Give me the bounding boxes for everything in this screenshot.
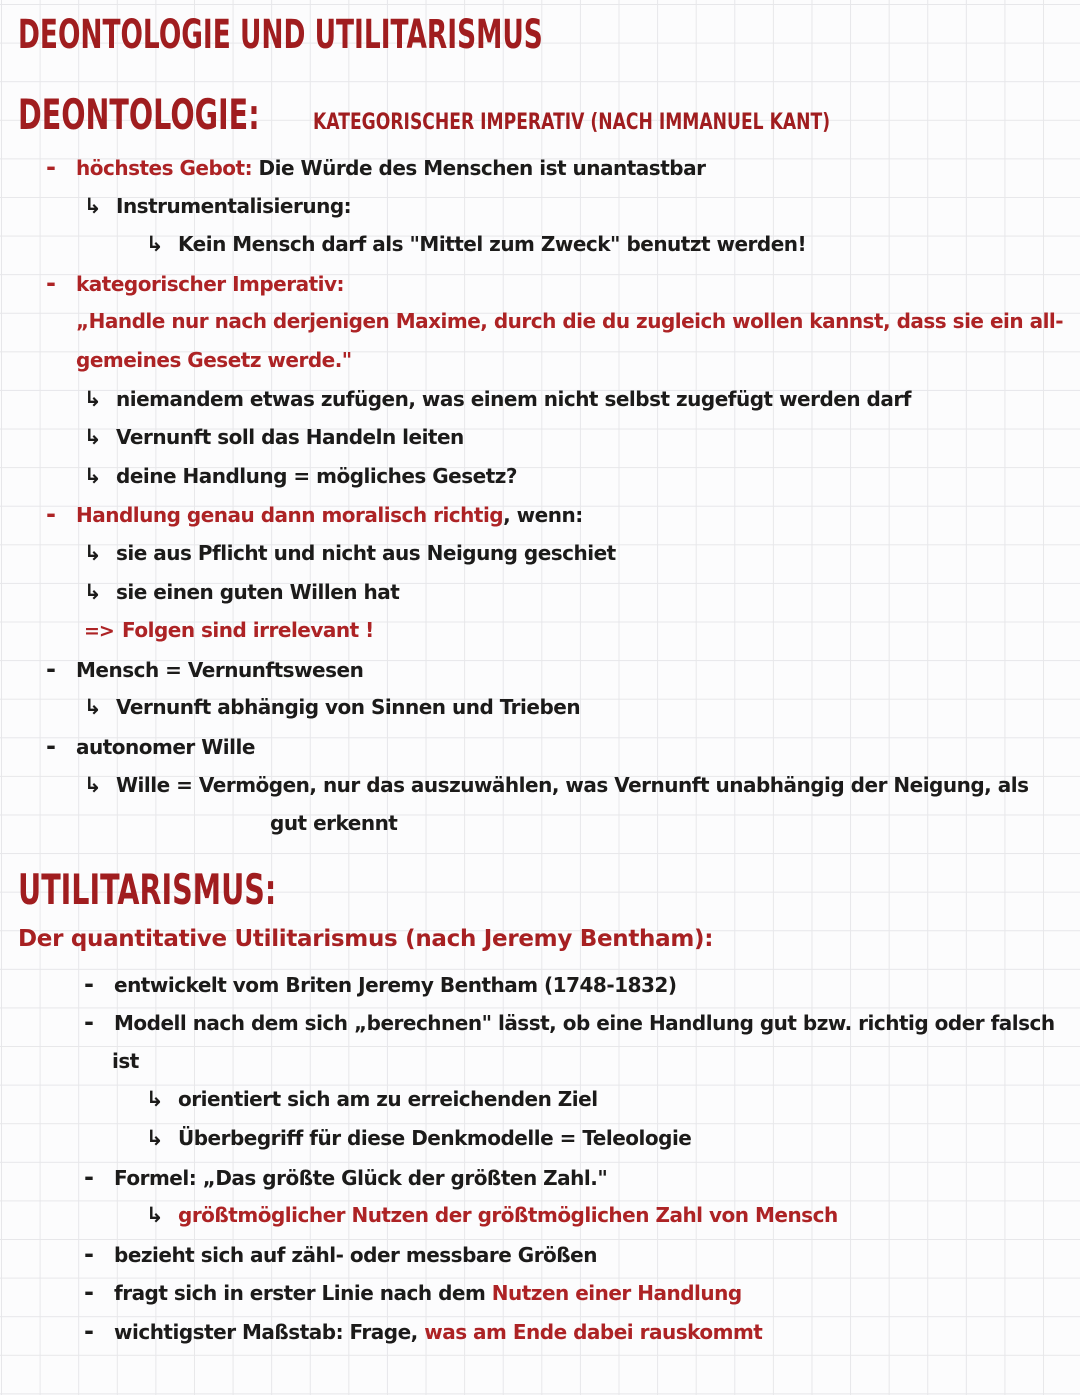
text-segment: Überbegriff für diese Denkmodelle = Teleologie bbox=[178, 1126, 692, 1151]
text-segment: orientiert sich am zu erreichenden Ziel bbox=[178, 1087, 598, 1112]
text-segment: Vernunft soll das Handeln leiten bbox=[116, 425, 464, 450]
bullet-dash: - bbox=[84, 1278, 94, 1307]
text-segment: entwickelt vom Briten Jeremy Bentham (1748-1832) bbox=[114, 972, 677, 997]
text-segment: Handlung genau dann moralisch richtig bbox=[76, 503, 504, 528]
note-line bbox=[18, 187, 1080, 226]
text-segment: Modell nach dem sich „berechnen" lässt, ob eine Handlung gut bzw. richtig oder falsch bbox=[114, 1011, 1055, 1036]
bullet-dash: - bbox=[84, 1162, 94, 1191]
section-subtitle: Der quantitative Utilitarismus (nach Jeremy Bentham): bbox=[18, 925, 714, 952]
text-segment: Nutzen einer Handlung bbox=[491, 1281, 742, 1306]
bullet-dash: - bbox=[46, 153, 56, 181]
text-segment: Wille = Vermögen, nur das auszuwählen, was Vernunft unabhängig der Neigung, als bbox=[116, 772, 1029, 797]
note-line bbox=[18, 1312, 1080, 1351]
text-segment: wichtigster Maßstab: Frage, bbox=[114, 1320, 425, 1345]
text-segment: kategorischer Imperativ: bbox=[76, 271, 345, 296]
bullet-dash: - bbox=[84, 1317, 94, 1346]
note-line bbox=[18, 1003, 1080, 1042]
note-line bbox=[18, 1196, 1080, 1235]
text-segment: Vernunft abhängig von Sinnen und Trieben bbox=[116, 695, 581, 720]
note-line bbox=[18, 418, 1080, 457]
note-line bbox=[18, 534, 1080, 573]
note-line bbox=[18, 650, 1080, 689]
implies-arrow-icon: => bbox=[84, 620, 114, 643]
note-line bbox=[18, 148, 1080, 187]
text-segment: Formel: „Das größte Glück der größten Zahl." bbox=[114, 1165, 608, 1190]
note-line bbox=[18, 1235, 1080, 1274]
arrow-icon: ↳ bbox=[146, 1203, 164, 1228]
bullet-dash: - bbox=[84, 1008, 94, 1037]
text-segment: größtmöglicher Nutzen der größtmöglichen Zahl von Mensch bbox=[178, 1203, 838, 1228]
arrow-icon: ↳ bbox=[84, 425, 102, 450]
arrow-icon: ↳ bbox=[84, 695, 102, 720]
note-line bbox=[18, 380, 1080, 419]
arrow-icon: ↳ bbox=[84, 386, 102, 411]
note-line bbox=[18, 1119, 1080, 1158]
text-segment: fragt sich in erster Linie nach dem bbox=[114, 1281, 492, 1306]
text-segment: deine Handlung = mögliches Gesetz? bbox=[116, 463, 518, 488]
text-segment: gemeines Gesetz werde." bbox=[76, 347, 352, 372]
arrow-icon: ↳ bbox=[146, 232, 164, 257]
section-title: UTILITARISMUS: bbox=[18, 864, 277, 914]
text-segment: Die Würde des Menschen ist unantastbar bbox=[258, 156, 706, 180]
text-segment: gut erkennt bbox=[270, 811, 398, 836]
note-line bbox=[18, 225, 1080, 264]
note-line bbox=[18, 573, 1080, 612]
bullet-dash: - bbox=[46, 731, 56, 760]
note-line bbox=[18, 611, 1080, 650]
arrow-icon: ↳ bbox=[84, 579, 102, 604]
text-segment: Mensch = Vernunftswesen bbox=[76, 657, 364, 682]
note-line bbox=[18, 688, 1080, 727]
page-title: DEONTOLOGIE UND UTILITARISMUS bbox=[18, 12, 543, 58]
bullet-dash: - bbox=[84, 969, 94, 998]
section-subtitle: KATEGORISCHER IMPERATIV (NACH IMMANUEL KANT) bbox=[313, 110, 831, 135]
note-line bbox=[18, 804, 1080, 843]
note-line bbox=[18, 341, 1080, 380]
note-line bbox=[18, 965, 1080, 1004]
note-line bbox=[18, 457, 1080, 496]
bullet-dash: - bbox=[46, 500, 56, 529]
note-line bbox=[18, 727, 1080, 766]
section-title: DEONTOLOGIE: bbox=[18, 90, 260, 139]
bullet-dash: - bbox=[84, 1239, 94, 1268]
text-segment: sie einen guten Willen hat bbox=[116, 579, 400, 604]
note-line bbox=[18, 1158, 1080, 1197]
arrow-icon: ↳ bbox=[146, 1126, 164, 1151]
text-segment: niemandem etwas zufügen, was einem nicht selbst zugefügt werden darf bbox=[116, 386, 911, 411]
text-segment: bezieht sich auf zähl- oder messbare Größen bbox=[114, 1242, 597, 1267]
bullet-dash: - bbox=[46, 268, 56, 297]
text-segment: „Handle nur nach derjenigen Maxime, durch die du zugleich wollen kannst, dass sie ein all- bbox=[76, 309, 1064, 334]
note-line bbox=[18, 766, 1080, 805]
note-line bbox=[18, 264, 1080, 303]
note-line bbox=[18, 1042, 1080, 1081]
note-line bbox=[18, 302, 1080, 341]
text-segment: , wenn: bbox=[503, 503, 583, 528]
deontologie-notes-list bbox=[18, 148, 1080, 843]
text-segment: Kein Mensch darf als "Mittel zum Zweck" benutzt werden! bbox=[178, 232, 807, 257]
arrow-icon: ↳ bbox=[84, 540, 102, 565]
arrow-icon: ↳ bbox=[84, 772, 102, 797]
arrow-icon: ↳ bbox=[146, 1087, 164, 1112]
bullet-dash: - bbox=[46, 654, 56, 683]
text-segment: sie aus Pflicht und nicht aus Neigung geschiet bbox=[116, 540, 616, 565]
text-segment: höchstes Gebot: bbox=[76, 156, 259, 180]
arrow-icon: ↳ bbox=[84, 193, 102, 218]
section-heading-deontologie bbox=[18, 84, 1080, 140]
note-line bbox=[18, 1080, 1080, 1119]
text-segment: autonomer Wille bbox=[76, 734, 255, 759]
text-segment: ist bbox=[112, 1048, 139, 1073]
note-line bbox=[18, 495, 1080, 534]
text-segment: Instrumentalisierung: bbox=[116, 193, 352, 218]
note-line bbox=[18, 1273, 1080, 1312]
arrow-icon: ↳ bbox=[84, 463, 102, 488]
text-segment: was am Ende dabei rauskommt bbox=[424, 1320, 763, 1345]
text-segment: Folgen sind irrelevant ! bbox=[122, 618, 374, 643]
utilitarismus-notes-list bbox=[18, 965, 1080, 1351]
section-heading-utilitarismus bbox=[18, 859, 1080, 917]
